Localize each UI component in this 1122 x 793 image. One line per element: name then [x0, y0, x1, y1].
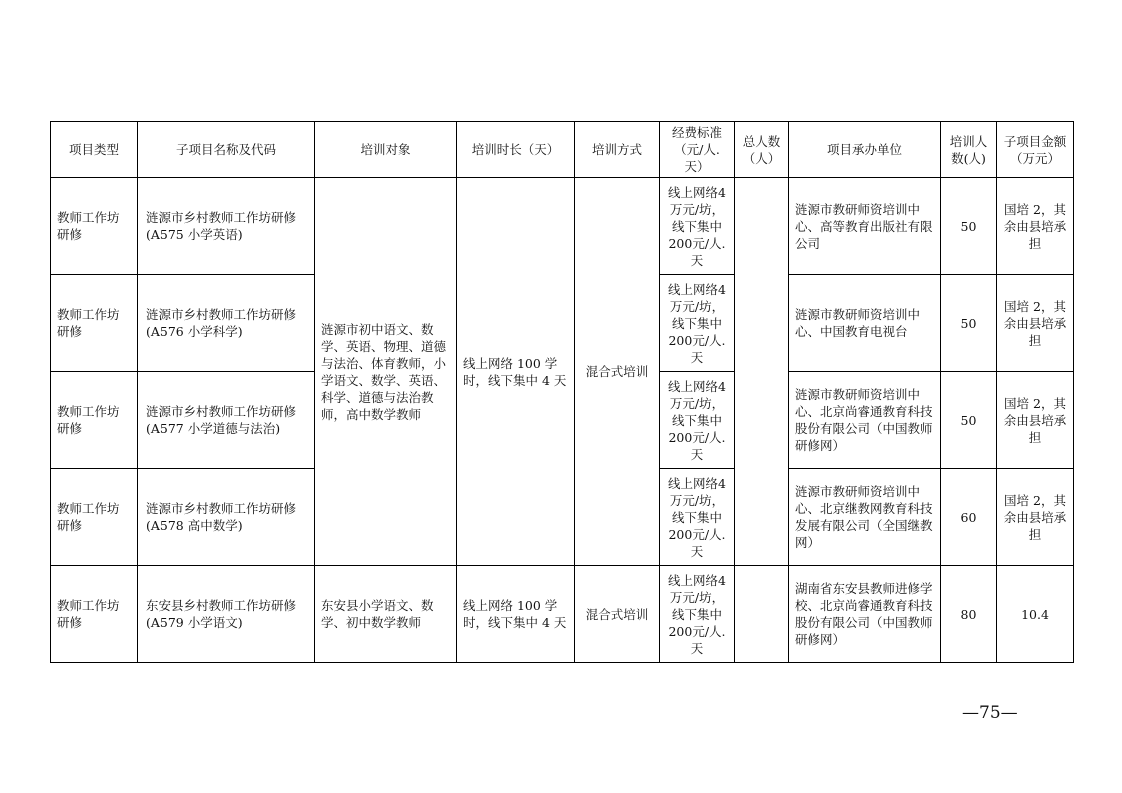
cell-count: 50	[941, 372, 997, 469]
cell-unit: 涟源市教研师资培训中心、北京继教网教育科技发展有限公司（全国继教网）	[789, 469, 941, 566]
cell-name: 涟源市乡村教师工作坊研修(A575 小学英语)	[138, 178, 315, 275]
cell-type: 教师工作坊研修	[51, 372, 138, 469]
cell-count: 50	[941, 178, 997, 275]
cell-total	[735, 566, 789, 663]
header-unit: 项目承办单位	[789, 122, 941, 178]
cell-unit: 涟源市教研师资培训中心、中国教育电视台	[789, 275, 941, 372]
cell-type: 教师工作坊研修	[51, 178, 138, 275]
table-header-row	[51, 122, 1074, 178]
cell-target-shared: 涟源市初中语文、数学、英语、物理、道德与法治、体育教师，小学语文、数学、英语、科学、道德与法治教师，高中数学教师	[315, 178, 457, 566]
cell-fee: 线上网络4万元/坊，线下集中200元/人.天	[660, 275, 735, 372]
cell-name: 涟源市乡村教师工作坊研修(A576 小学科学)	[138, 275, 315, 372]
header-name: 子项目名称及代码	[138, 122, 315, 178]
cell-unit: 涟源市教研师资培训中心、高等教育出版社有限公司	[789, 178, 941, 275]
cell-method-shared: 混合式培训	[575, 178, 660, 566]
cell-method: 混合式培训	[575, 566, 660, 663]
cell-duration: 线上网络 100 学时，线下集中 4 天	[457, 566, 575, 663]
table-row	[51, 178, 1074, 275]
table-row	[51, 566, 1074, 663]
cell-type: 教师工作坊研修	[51, 566, 138, 663]
header-method: 培训方式	[575, 122, 660, 178]
cell-amount: 国培 2，其余由县培承担	[997, 372, 1074, 469]
page-number: —75—	[962, 703, 1018, 723]
header-duration: 培训时长（天）	[457, 122, 575, 178]
cell-amount: 国培 2，其余由县培承担	[997, 275, 1074, 372]
cell-fee: 线上网络4万元/坊，线下集中200元/人.天	[660, 469, 735, 566]
cell-type: 教师工作坊研修	[51, 469, 138, 566]
cell-type: 教师工作坊研修	[51, 275, 138, 372]
header-fee: 经费标准（元/人.天）	[660, 122, 735, 178]
cell-count: 60	[941, 469, 997, 566]
cell-name: 东安县乡村教师工作坊研修(A579 小学语文)	[138, 566, 315, 663]
cell-count: 50	[941, 275, 997, 372]
header-type: 项目类型	[51, 122, 138, 178]
cell-amount: 10.4	[997, 566, 1074, 663]
cell-duration-shared: 线上网络 100 学时，线下集中 4 天	[457, 178, 575, 566]
cell-unit: 涟源市教研师资培训中心、北京尚睿通教育科技股份有限公司（中国教师研修网）	[789, 372, 941, 469]
header-count: 培训人数(人)	[941, 122, 997, 178]
cell-name: 涟源市乡村教师工作坊研修(A577 小学道德与法治)	[138, 372, 315, 469]
cell-amount: 国培 2，其余由县培承担	[997, 178, 1074, 275]
header-amount: 子项目金额（万元）	[997, 122, 1074, 178]
cell-amount: 国培 2，其余由县培承担	[997, 469, 1074, 566]
cell-unit: 湖南省东安县教师进修学校、北京尚睿通教育科技股份有限公司（中国教师研修网）	[789, 566, 941, 663]
cell-count: 80	[941, 566, 997, 663]
cell-name: 涟源市乡村教师工作坊研修(A578 高中数学)	[138, 469, 315, 566]
header-target: 培训对象	[315, 122, 457, 178]
cell-fee: 线上网络4万元/坊，线下集中200元/人.天	[660, 372, 735, 469]
cell-fee: 线上网络4万元/坊，线下集中200元/人.天	[660, 178, 735, 275]
cell-total-shared	[735, 178, 789, 566]
cell-target: 东安县小学语文、数学、初中数学教师	[315, 566, 457, 663]
project-table	[50, 121, 1074, 663]
cell-fee: 线上网络4万元/坊，线下集中200元/人.天	[660, 566, 735, 663]
header-total: 总人数（人）	[735, 122, 789, 178]
